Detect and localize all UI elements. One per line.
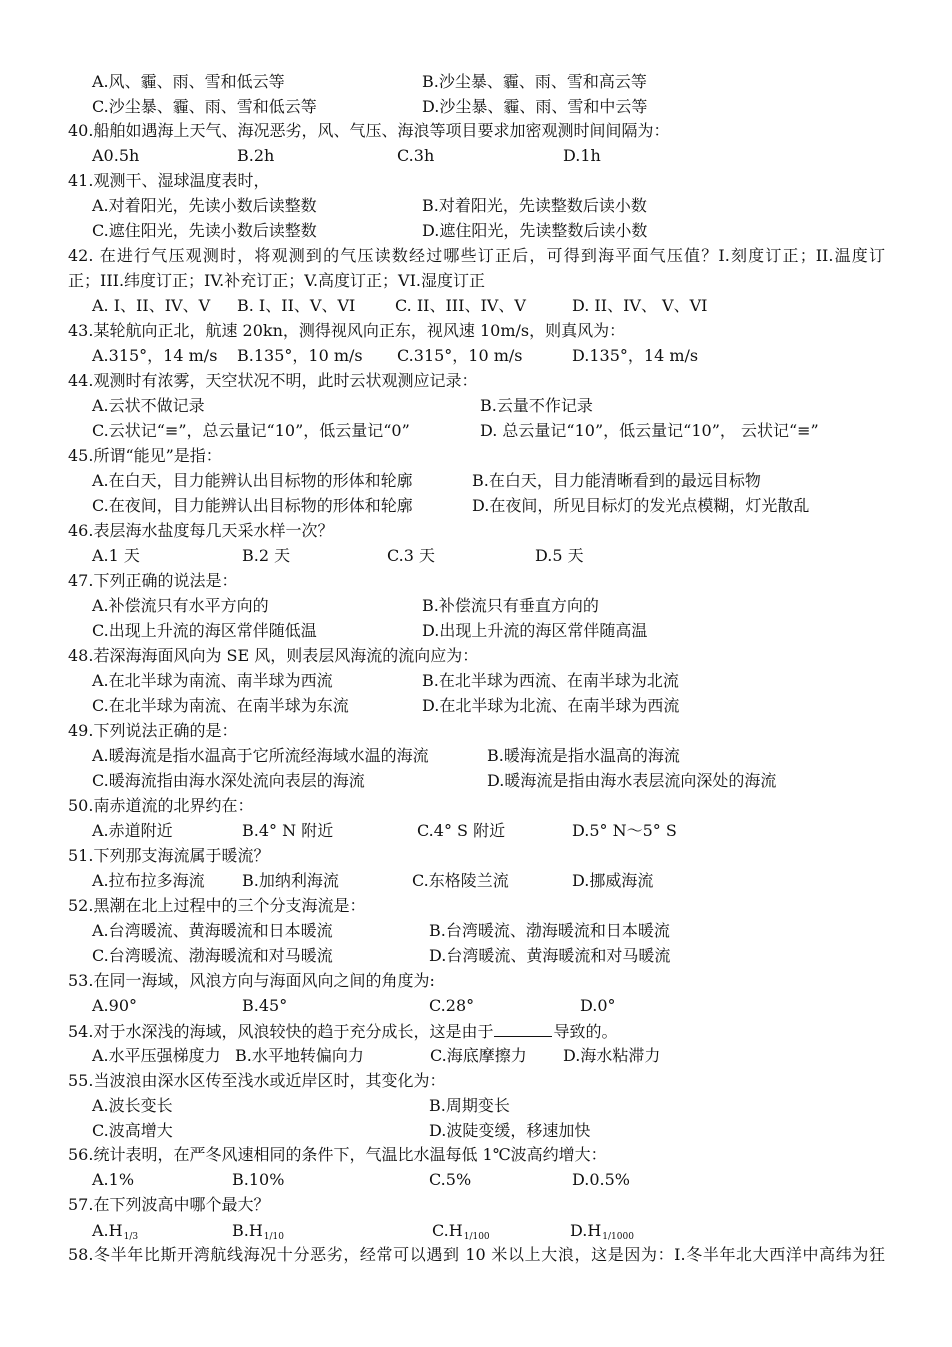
q51-stem: 51.下列那支海流属于暖流？ — [68, 846, 270, 865]
q58-row — [0, 1245, 952, 1265]
q39-option-c: C.沙尘暴、霾、雨、雪和低云等 — [92, 97, 317, 116]
q54-row — [0, 1021, 952, 1041]
q44-option-b: B.云量不作记录 — [480, 396, 593, 415]
q39-option-d: D.沙尘暴、霾、雨、雪和中云等 — [422, 97, 648, 116]
q52-option-d: D.台湾暖流、黄海暖流和对马暖流 — [429, 946, 671, 965]
q56-options-row — [0, 1170, 952, 1190]
q46-option-b: B.2 天 — [242, 546, 291, 565]
q43-option-c: C.315°，10 m/s — [397, 346, 523, 365]
q39-option-a: A.风、霾、雨、雪和低云等 — [92, 72, 285, 91]
q41-option-b: B.对着阳光，先读整数后读小数 — [422, 196, 647, 215]
q53-row — [0, 971, 952, 991]
q57-option-c-main: C.H — [432, 1221, 463, 1240]
q47-stem: 47.下列正确的说法是： — [68, 571, 238, 590]
q55-option-d: D.波陡变缓，移速加快 — [429, 1121, 591, 1140]
q52-options-row-2 — [0, 946, 952, 966]
q57-option-a — [92, 1221, 138, 1244]
q55-row — [0, 1071, 952, 1091]
q43-stem: 43.某轮航向正北，航速 20kn，测得视风向正东，视风速 10m/s，则真风为： — [68, 321, 626, 340]
q57-row — [0, 1195, 952, 1215]
q41-option-d: D.遮住阳光，先读整数后读小数 — [422, 221, 648, 240]
q42-option-c: C. II、III、IV、V — [395, 296, 526, 315]
q42-option-d: D. II、IV、 V、VI — [572, 296, 708, 315]
q45-stem: 45.所谓“能见”是指： — [68, 446, 222, 465]
q55-option-b: B.周期变长 — [429, 1096, 510, 1115]
q40-row — [0, 121, 952, 141]
q50-row — [0, 796, 952, 816]
q57-stem: 57.在下列波高中哪个最大？ — [68, 1195, 270, 1214]
q41-option-c: C.遮住阳光，先读小数后读整数 — [92, 221, 317, 240]
q40-options-row — [0, 146, 952, 166]
q46-option-a: A.1 天 — [92, 546, 140, 565]
q54-stem — [68, 1021, 617, 1042]
q45-row — [0, 446, 952, 466]
q41-options-row-2 — [0, 221, 952, 241]
q53-option-a: A.90° — [92, 996, 137, 1015]
q53-option-d: D.0° — [580, 996, 616, 1015]
q54-option-a: A.水平压强梯度力 — [92, 1046, 221, 1065]
q46-stem: 46.表层海水盐度每几天采水样一次？ — [68, 521, 334, 540]
q46-option-c: C.3 天 — [387, 546, 436, 565]
q52-row — [0, 896, 952, 916]
q39-options-row-1 — [0, 72, 952, 92]
q45-option-d: D.在夜间，所见目标灯的发光点模糊，灯光散乱 — [472, 496, 810, 515]
q40-option-d: D.1h — [563, 146, 601, 165]
q49-option-c: C.暖海流指由海水深处流向表层的海流 — [92, 771, 365, 790]
q54-answer-blank — [494, 1021, 552, 1037]
q45-option-c: C.在夜间，目力能辨认出目标物的形体和轮廓 — [92, 496, 413, 515]
q44-option-a: A.云状不做记录 — [92, 396, 205, 415]
q42-stem-line-2: 正；III.纬度订正；IV.补充订正；V.高度订正；VI.湿度订正 — [68, 271, 486, 290]
q57-option-b — [232, 1221, 284, 1244]
q42-option-b: B. I、II、V、VI — [237, 296, 356, 315]
q50-option-a: A.赤道附近 — [92, 821, 173, 840]
q48-option-c: C.在北半球为南流、在南半球为东流 — [92, 696, 349, 715]
q57-option-c — [432, 1221, 490, 1244]
q46-row — [0, 521, 952, 541]
q51-option-c: C.东格陵兰流 — [412, 871, 509, 890]
q49-option-a: A.暖海流是指水温高于它所流经海域水温的海流 — [92, 746, 429, 765]
q54-option-c: C.海底摩擦力 — [430, 1046, 527, 1065]
q48-option-a: A.在北半球为南流、南半球为西流 — [92, 671, 333, 690]
q48-option-b: B.在北半球为西流、在南半球为北流 — [422, 671, 679, 690]
q51-option-d: D.挪威海流 — [572, 871, 654, 890]
q56-stem: 56.统计表明，在严冬风速相同的条件下，气温比水温每低 1℃波高约增大： — [68, 1145, 607, 1164]
q48-options-row-2 — [0, 696, 952, 716]
q57-option-d — [570, 1221, 634, 1244]
q43-option-a: A.315°，14 m/s — [92, 346, 218, 365]
q51-options-row — [0, 871, 952, 891]
q40-option-c: C.3h — [397, 146, 435, 165]
q55-options-row-2 — [0, 1121, 952, 1141]
q51-option-a: A.拉布拉多海流 — [92, 871, 205, 890]
q57-option-b-main: B.H — [232, 1221, 263, 1240]
q52-option-b: B.台湾暖流、渤海暖流和日本暖流 — [429, 921, 670, 940]
q50-stem: 50.南赤道流的北界约在： — [68, 796, 254, 815]
q49-stem: 49.下列说法正确的是： — [68, 721, 238, 740]
q51-option-b: B.加纳利海流 — [242, 871, 339, 890]
q42-row-2 — [0, 271, 952, 291]
q44-option-d: D. 总云量记“10”，低云量记“10”， 云状记“≡” — [480, 421, 819, 440]
q52-stem: 52.黑潮在北上过程中的三个分支海流是： — [68, 896, 366, 915]
q44-options-row-1 — [0, 396, 952, 416]
q43-option-d: D.135°，14 m/s — [572, 346, 699, 365]
q45-options-row-1 — [0, 471, 952, 491]
q53-option-b: B.45° — [242, 996, 288, 1015]
q51-row — [0, 846, 952, 866]
q56-option-b: B.10% — [232, 1170, 285, 1189]
q42-options-row — [0, 296, 952, 316]
q57-option-c-subscript: 1/100 — [463, 1232, 490, 1242]
q47-options-row-2 — [0, 621, 952, 641]
q55-option-c: C.波高增大 — [92, 1121, 173, 1140]
q40-option-b: B.2h — [237, 146, 275, 165]
q50-options-row — [0, 821, 952, 841]
q57-option-b-subscript: 1/10 — [263, 1232, 285, 1242]
q52-option-c: C.台湾暖流、渤海暖流和对马暖流 — [92, 946, 333, 965]
q54-stem-before: 54.对于水深浅的海域，风浪较快的趋于充分成长，这是由于 — [68, 1022, 494, 1041]
q57-option-d-subscript: 1/1000 — [602, 1232, 634, 1242]
q42-option-a: A. I、II、IV、V — [92, 296, 211, 315]
q56-row — [0, 1145, 952, 1165]
q53-options-row — [0, 996, 952, 1016]
q43-option-b: B.135°，10 m/s — [237, 346, 363, 365]
q49-row — [0, 721, 952, 741]
q57-options-row — [0, 1221, 952, 1241]
q49-options-row-1 — [0, 746, 952, 766]
q45-options-row-2 — [0, 496, 952, 516]
q54-option-d: D.海水粘滞力 — [563, 1046, 661, 1065]
q43-options-row — [0, 346, 952, 366]
q47-row — [0, 571, 952, 591]
q50-option-c: C.4° S 附近 — [417, 821, 506, 840]
q52-option-a: A.台湾暖流、黄海暖流和日本暖流 — [92, 921, 333, 940]
q52-options-row-1 — [0, 921, 952, 941]
q50-option-b: B.4° N 附近 — [242, 821, 334, 840]
q40-stem: 40.船舶如遇海上天气、海况恶劣，风、气压、海浪等项目要求加密观测时间间隔为： — [68, 121, 670, 140]
q41-option-a: A.对着阳光，先读小数后读整数 — [92, 196, 317, 215]
q41-stem: 41.观测干、湿球温度表时， — [68, 171, 270, 190]
q44-option-c: C.云状记“≡”，总云量记“10”，低云量记“0” — [92, 421, 410, 440]
q55-option-a: A.波长变长 — [92, 1096, 173, 1115]
q44-row — [0, 371, 952, 391]
q53-option-c: C.28° — [429, 996, 475, 1015]
q56-option-c: C.5% — [429, 1170, 472, 1189]
q48-options-row-1 — [0, 671, 952, 691]
q48-stem: 48.若深海海面风向为 SE 风，则表层风海流的流向应为： — [68, 646, 479, 665]
q57-option-a-subscript: 1/3 — [123, 1232, 139, 1242]
q41-options-row-1 — [0, 196, 952, 216]
q47-option-a: A.补偿流只有水平方向的 — [92, 596, 269, 615]
q49-options-row-2 — [0, 771, 952, 791]
q54-options-row — [0, 1046, 952, 1066]
q46-option-d: D.5 天 — [535, 546, 584, 565]
q48-option-d: D.在北半球为北流、在南半球为西流 — [422, 696, 680, 715]
q49-option-b: B.暖海流是指水温高的海流 — [487, 746, 680, 765]
q56-option-a: A.1% — [92, 1170, 135, 1189]
q58-stem-line-1: 58.冬半年比斯开湾航线海况十分恶劣，经常可以遇到 10 米以上大浪，这是因为：I.冬半年北大西洋中高纬为狂 — [68, 1245, 885, 1264]
q47-option-c: C.出现上升流的海区常伴随低温 — [92, 621, 317, 640]
q57-option-a-main: A.H — [92, 1221, 123, 1240]
q43-row — [0, 321, 952, 341]
q39-options-row-2 — [0, 97, 952, 117]
q42-row-1 — [0, 246, 952, 266]
q49-option-d: D.暖海流是指由海水表层流向深处的海流 — [487, 771, 777, 790]
q47-option-b: B.补偿流只有垂直方向的 — [422, 596, 599, 615]
q45-option-b: B.在白天，目力能清晰看到的最远目标物 — [472, 471, 761, 490]
q55-options-row-1 — [0, 1096, 952, 1116]
q57-option-d-main: D.H — [570, 1221, 602, 1240]
q54-stem-after: 导致的。 — [553, 1022, 618, 1041]
q47-option-d: D.出现上升流的海区常伴随高温 — [422, 621, 648, 640]
q48-row — [0, 646, 952, 666]
q50-option-d: D.5° N～5° S — [572, 821, 677, 840]
q56-option-d: D.0.5% — [572, 1170, 630, 1189]
q44-options-row-2 — [0, 421, 952, 441]
q53-stem: 53.在同一海域，风浪方向与海面风向之间的角度为: — [68, 971, 435, 990]
q45-option-a: A.在白天，目力能辨认出目标物的形体和轮廓 — [92, 471, 413, 490]
q39-option-b: B.沙尘暴、霾、雨、雪和高云等 — [422, 72, 647, 91]
q40-option-a: A0.5h — [92, 146, 140, 165]
q44-stem: 44.观测时有浓雾，天空状况不明，此时云状观测应记录： — [68, 371, 478, 390]
q41-row — [0, 171, 952, 191]
q42-stem-line-1: 42. 在进行气压观测时，将观测到的气压读数经过哪些订正后，可得到海平面气压值？I.刻度订正；II.温度订 — [68, 246, 885, 265]
q54-option-b: B.水平地转偏向力 — [235, 1046, 364, 1065]
q46-options-row — [0, 546, 952, 566]
q47-options-row-1 — [0, 596, 952, 616]
q55-stem: 55.当波浪由深水区传至浅水或近岸区时，其变化为： — [68, 1071, 446, 1090]
